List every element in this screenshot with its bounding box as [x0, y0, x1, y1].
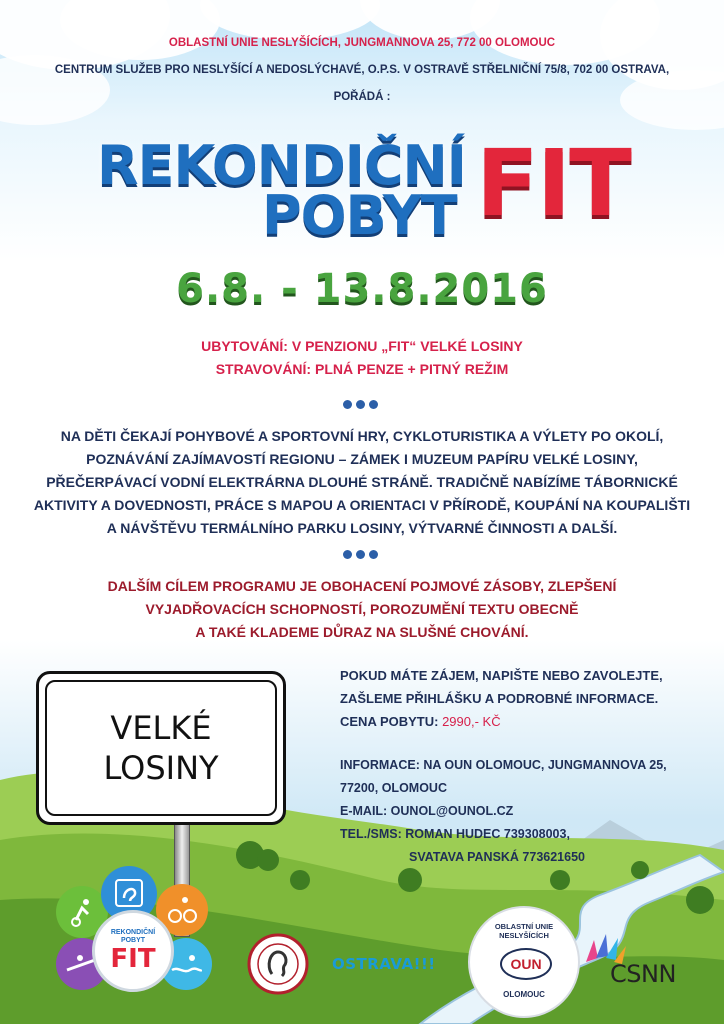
- deaf-society-logo: [246, 932, 310, 996]
- presents-line: POŘÁDÁ :: [333, 91, 391, 103]
- program-line: A NÁVŠTĚVU TERMÁLNÍHO PARKU LOSINY, VÝTVARNÉ ČINNOSTI A DALŠÍ.: [106, 520, 618, 536]
- title-word-fit: FIT: [476, 130, 630, 237]
- meals-line: STRAVOVÁNÍ: PLNÁ PENZE + PITNÝ REŽIM: [215, 361, 509, 377]
- program-line: NA DĚTI ČEKAJÍ POHYBOVÉ A SPORTOVNÍ HRY, CYKLOTURISTIKA A VÝLETY PO OKOLÍ,: [60, 428, 664, 444]
- goals-line: DALŠÍM CÍLEM PROGRAMU JE OBOHACENÍ POJMOVÉ ZÁSOBY, ZLEPŠENÍ: [107, 578, 617, 594]
- contact-city: 77200, OLOMOUC: [340, 781, 447, 795]
- csnn-text: CSNN: [610, 960, 676, 988]
- oun-top-text: OBLASTNÍ UNIE NESLYŠÍCÍCH: [494, 922, 554, 940]
- cta-line: POKUD MÁTE ZÁJEM, NAPIŠTE NEBO ZAVOLEJTE,: [340, 668, 663, 683]
- cta-line: ZAŠLEME PŘIHLÁŠKU A PODROBNÉ INFORMACE.: [340, 691, 659, 706]
- cyclist-icon: [66, 896, 98, 928]
- swimmer-icon: [170, 950, 202, 980]
- fit-logo: [56, 866, 216, 1006]
- oun-mark: OUN: [500, 948, 552, 980]
- sign-line: VELKÉ: [110, 709, 212, 747]
- program-line: PŘEČERPÁVACÍ VODNÍ ELEKTRÁRNA DLOUHÉ STRÁNĚ. TRADIČNĚ NABÍZÍME TÁBORNICKÉ: [46, 474, 678, 490]
- program-line: POZNÁVÁNÍ ZAJÍMAVOSTÍ REGIONU – ZÁMEK I MUZEUM PAPÍRU VELKÉ LOSINY,: [86, 451, 638, 467]
- contact-phone: TEL./SMS: ROMAN HUDEC 739308003,: [340, 827, 570, 841]
- co-organizer-line: CENTRUM SLUŽEB PRO NESLYŠÍCÍ A NEDOSLÝCHAVÉ, O.P.S. V OSTRAVĚ STŘELNIČNÍ 75/8, 702 00 OSTRAVA,: [54, 64, 670, 76]
- contact-address: INFORMACE: NA OUN OLOMOUC, JUNGMANNOVA 25,: [340, 758, 667, 772]
- oun-bottom-text: OLOMOUC: [503, 990, 545, 999]
- fit-badge: [92, 910, 174, 992]
- title-word-pobyt: POBYT: [262, 184, 457, 247]
- oun-logo: [468, 906, 580, 1018]
- ear-icon: [114, 878, 144, 908]
- price-label: CENA POBYTU:: [340, 714, 443, 729]
- lodging-line: UBYTOVÁNÍ: V PENZIONU „FIT“ VELKÉ LOSINY: [201, 338, 523, 354]
- price-value: 2990,- KČ: [442, 714, 501, 729]
- separator-dots: [343, 550, 383, 560]
- ostrava-logo: OSTRAVA!!!: [332, 955, 436, 973]
- contact-phone-2: SVATAVA PANSKÁ 773621650: [409, 850, 585, 864]
- contact-email: E-MAIL: OUNOL@OUNOL.CZ: [340, 804, 514, 818]
- fit-badge-big: FIT: [110, 944, 156, 974]
- goals-line: VYJADŘOVACÍCH SCHOPNOSTÍ, POROZUMĚNÍ TEXTU OBECNĚ: [145, 601, 579, 617]
- town-sign: [36, 671, 286, 825]
- event-dates: 6.8. - 13.8.2016: [176, 266, 548, 312]
- fit-badge-small: REKONDIČNÍ POBYT: [110, 929, 156, 944]
- organizer-line: OBLASTNÍ UNIE NESLYŠÍCÍCH, JUNGMANNOVA 25, 772 00 OLOMOUC: [168, 37, 556, 49]
- sign-line: LOSINY: [103, 749, 219, 787]
- program-line: AKTIVITY A DOVEDNOSTI, PRÁCE S MAPOU A ORIENTACI V PŘÍRODĚ, KOUPÁNÍ NA KOUPALIŠTI: [33, 497, 691, 513]
- bicycle-icon: [166, 894, 198, 926]
- goals-line: A TAKÉ KLADEME DŮRAZ NA SLUŠNÉ CHOVÁNÍ.: [195, 624, 529, 640]
- title-word-rekondicni: REKONDIČNÍ: [97, 134, 466, 197]
- price-row: [340, 714, 501, 729]
- separator-dots: [343, 400, 383, 410]
